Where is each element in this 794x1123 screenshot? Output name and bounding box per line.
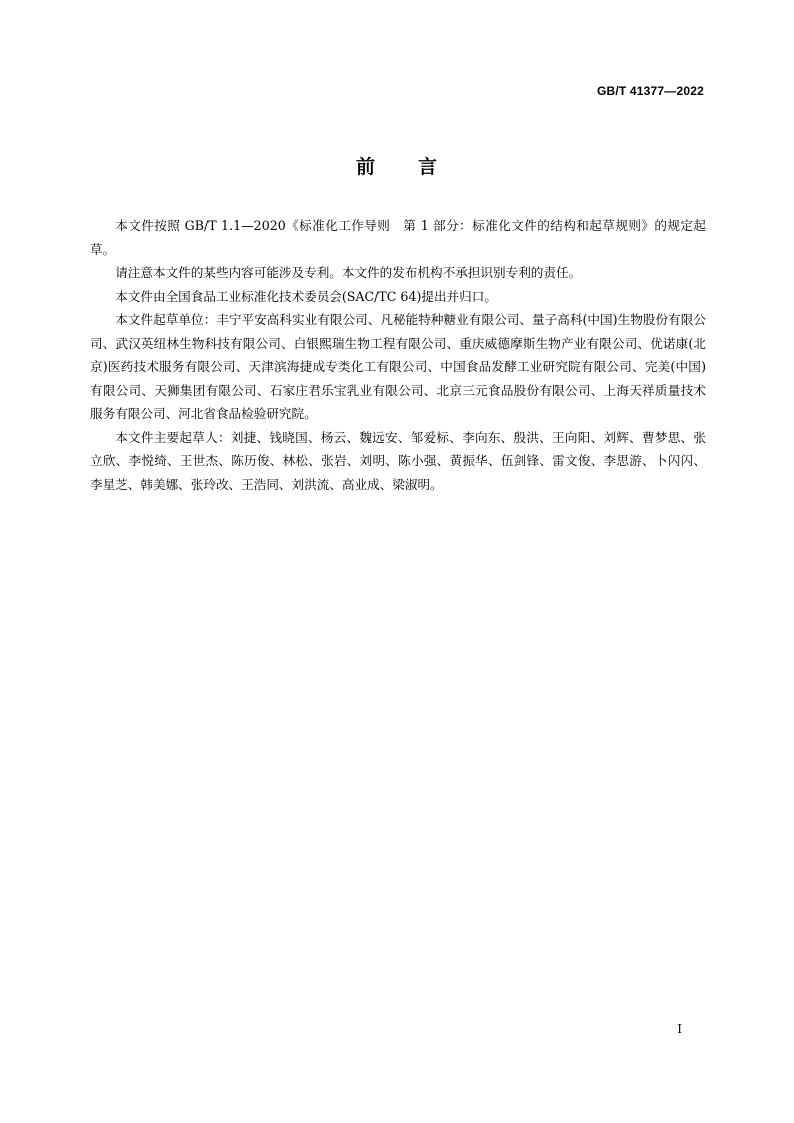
- paragraph-patent-notice: 请注意本文件的某些内容可能涉及专利。本文件的发布机构不承担识别专利的责任。: [115, 265, 582, 280]
- standard-code: GB/T 41377—2022: [596, 84, 704, 98]
- paragraph-drafting-rules: 本文件按照 GB/T 1.1—2020《标准化工作导则 第 1 部分：标准化文件的结构和起草规则》的规定起草。: [90, 218, 706, 257]
- page-number: I: [677, 1022, 682, 1036]
- page-title: [0, 152, 794, 179]
- title-char-1: 前: [355, 156, 376, 178]
- foreword-body: [90, 214, 706, 496]
- paragraph-proposer: 本文件由全国食品工业标准化技术委员会(SAC/TC 64)提出并归口。: [115, 288, 497, 304]
- paragraph-drafting-units: 本文件起草单位：丰宁平安高科实业有限公司、凡秘能特种糖业有限公司、量子高科(中国)生物股份有限公司、武汉英纽林生物科技有限公司、白银熙瑞生物工程有限公司、重庆威德摩斯生物产业有限公司、优诺康(北京)医药技术服务有限公司、天津滨海捷成专类化工有限公司、中国食品发酵工业研究院有限公司、完美(中国)有限公司、天狮集团有限公司、石家庄君乐宝乳业有限公司、北京三元食品股份有限公司、上海天祥质量技术服务有限公司、河北省食品检验研究院。: [90, 312, 706, 421]
- paragraph-drafters: 本文件主要起草人：刘捷、钱晓国、杨云、魏远安、邹爱标、李向东、殷洪、王向阳、刘辉、曹梦思、张立欣、李悦绮、王世杰、陈历俊、林松、张岩、刘明、陈小强、黄振华、伍剑锋、雷文俊、李思游、卜闪闪、李星芝、韩美娜、张玲改、王浩同、刘洪流、高业成、梁淑明。: [90, 429, 706, 492]
- title-char-2: 言: [418, 156, 439, 178]
